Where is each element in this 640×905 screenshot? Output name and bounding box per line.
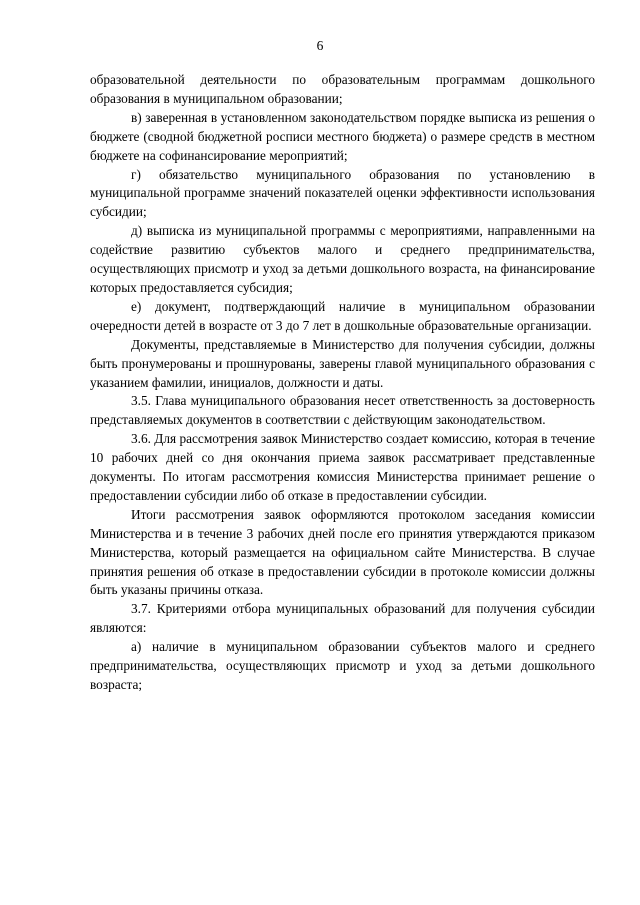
document-body xyxy=(90,71,595,695)
page-number: 6 xyxy=(316,38,324,53)
paragraph-11: а) наличие в муниципальном образовании субъектов малого и среднего предпринимательства, осуществляющих присмотр и уход за детьми дошкольного возраста; xyxy=(90,639,595,692)
paragraph-5: е) документ, подтверждающий наличие в муниципальном образовании очередности детей в возрасте от 3 до 7 лет в дошкольные образовательные организации. xyxy=(90,298,595,333)
paragraph-8: 3.6. Для рассмотрения заявок Министерство создает комиссию, которая в течение 10 рабочих дней со дня окончания приема заявок рассматривает представленные документы. По итогам рассмотрения комиссия Министерства принимает решение о предоставлении субсидии либо об отказе в предоставлении субсидии. xyxy=(90,431,595,503)
paragraph-10: 3.7. Критериями отбора муниципальных образований для получения субсидии являются: xyxy=(90,601,595,636)
paragraph-1: образовательной деятельности по образовательным программам дошкольного образования в муниципальном образовании; xyxy=(90,72,595,106)
paragraph-3: г) обязательство муниципального образования по установлению в муниципальной программе значений показателей оценки эффективности использования субсидии; xyxy=(90,166,595,220)
paragraph-4: д) выписка из муниципальной программы с мероприятиями, направленными на содействие развитию субъектов малого и среднего предпринимательства, осуществляющих присмотр и уход за детьми дошкольного возраста, на финансирование которых предоставляется субсидия; xyxy=(90,223,595,295)
paragraph-9: Итоги рассмотрения заявок оформляются протоколом заседания комиссии Министерства и в течение 3 рабочих дней после его принятия утверждаются приказом Министерства, который размещается на официальном сайте Министерства. В случае принятия решения об отказе в предоставлении субсидии в протоколе комиссии должны быть указаны причины отказа. xyxy=(90,506,595,598)
paragraph-6: Документы, представляемые в Министерство для получения субсидии, должны быть пронумерованы и прошнурованы, заверены главой муниципального образования с указанием фамилии, инициалов, должности и даты. xyxy=(90,336,595,390)
paragraph-2: в) заверенная в установленном законодательством порядке выписка из решения о бюджете (сводной бюджетной росписи местного бюджета) о размере средств в местном бюджете на софинансирование мероприятий; xyxy=(90,109,595,163)
paragraph-7: 3.5. Глава муниципального образования несет ответственность за достоверность представляемых документов в соответствии с действующим законодательством. xyxy=(90,393,595,428)
